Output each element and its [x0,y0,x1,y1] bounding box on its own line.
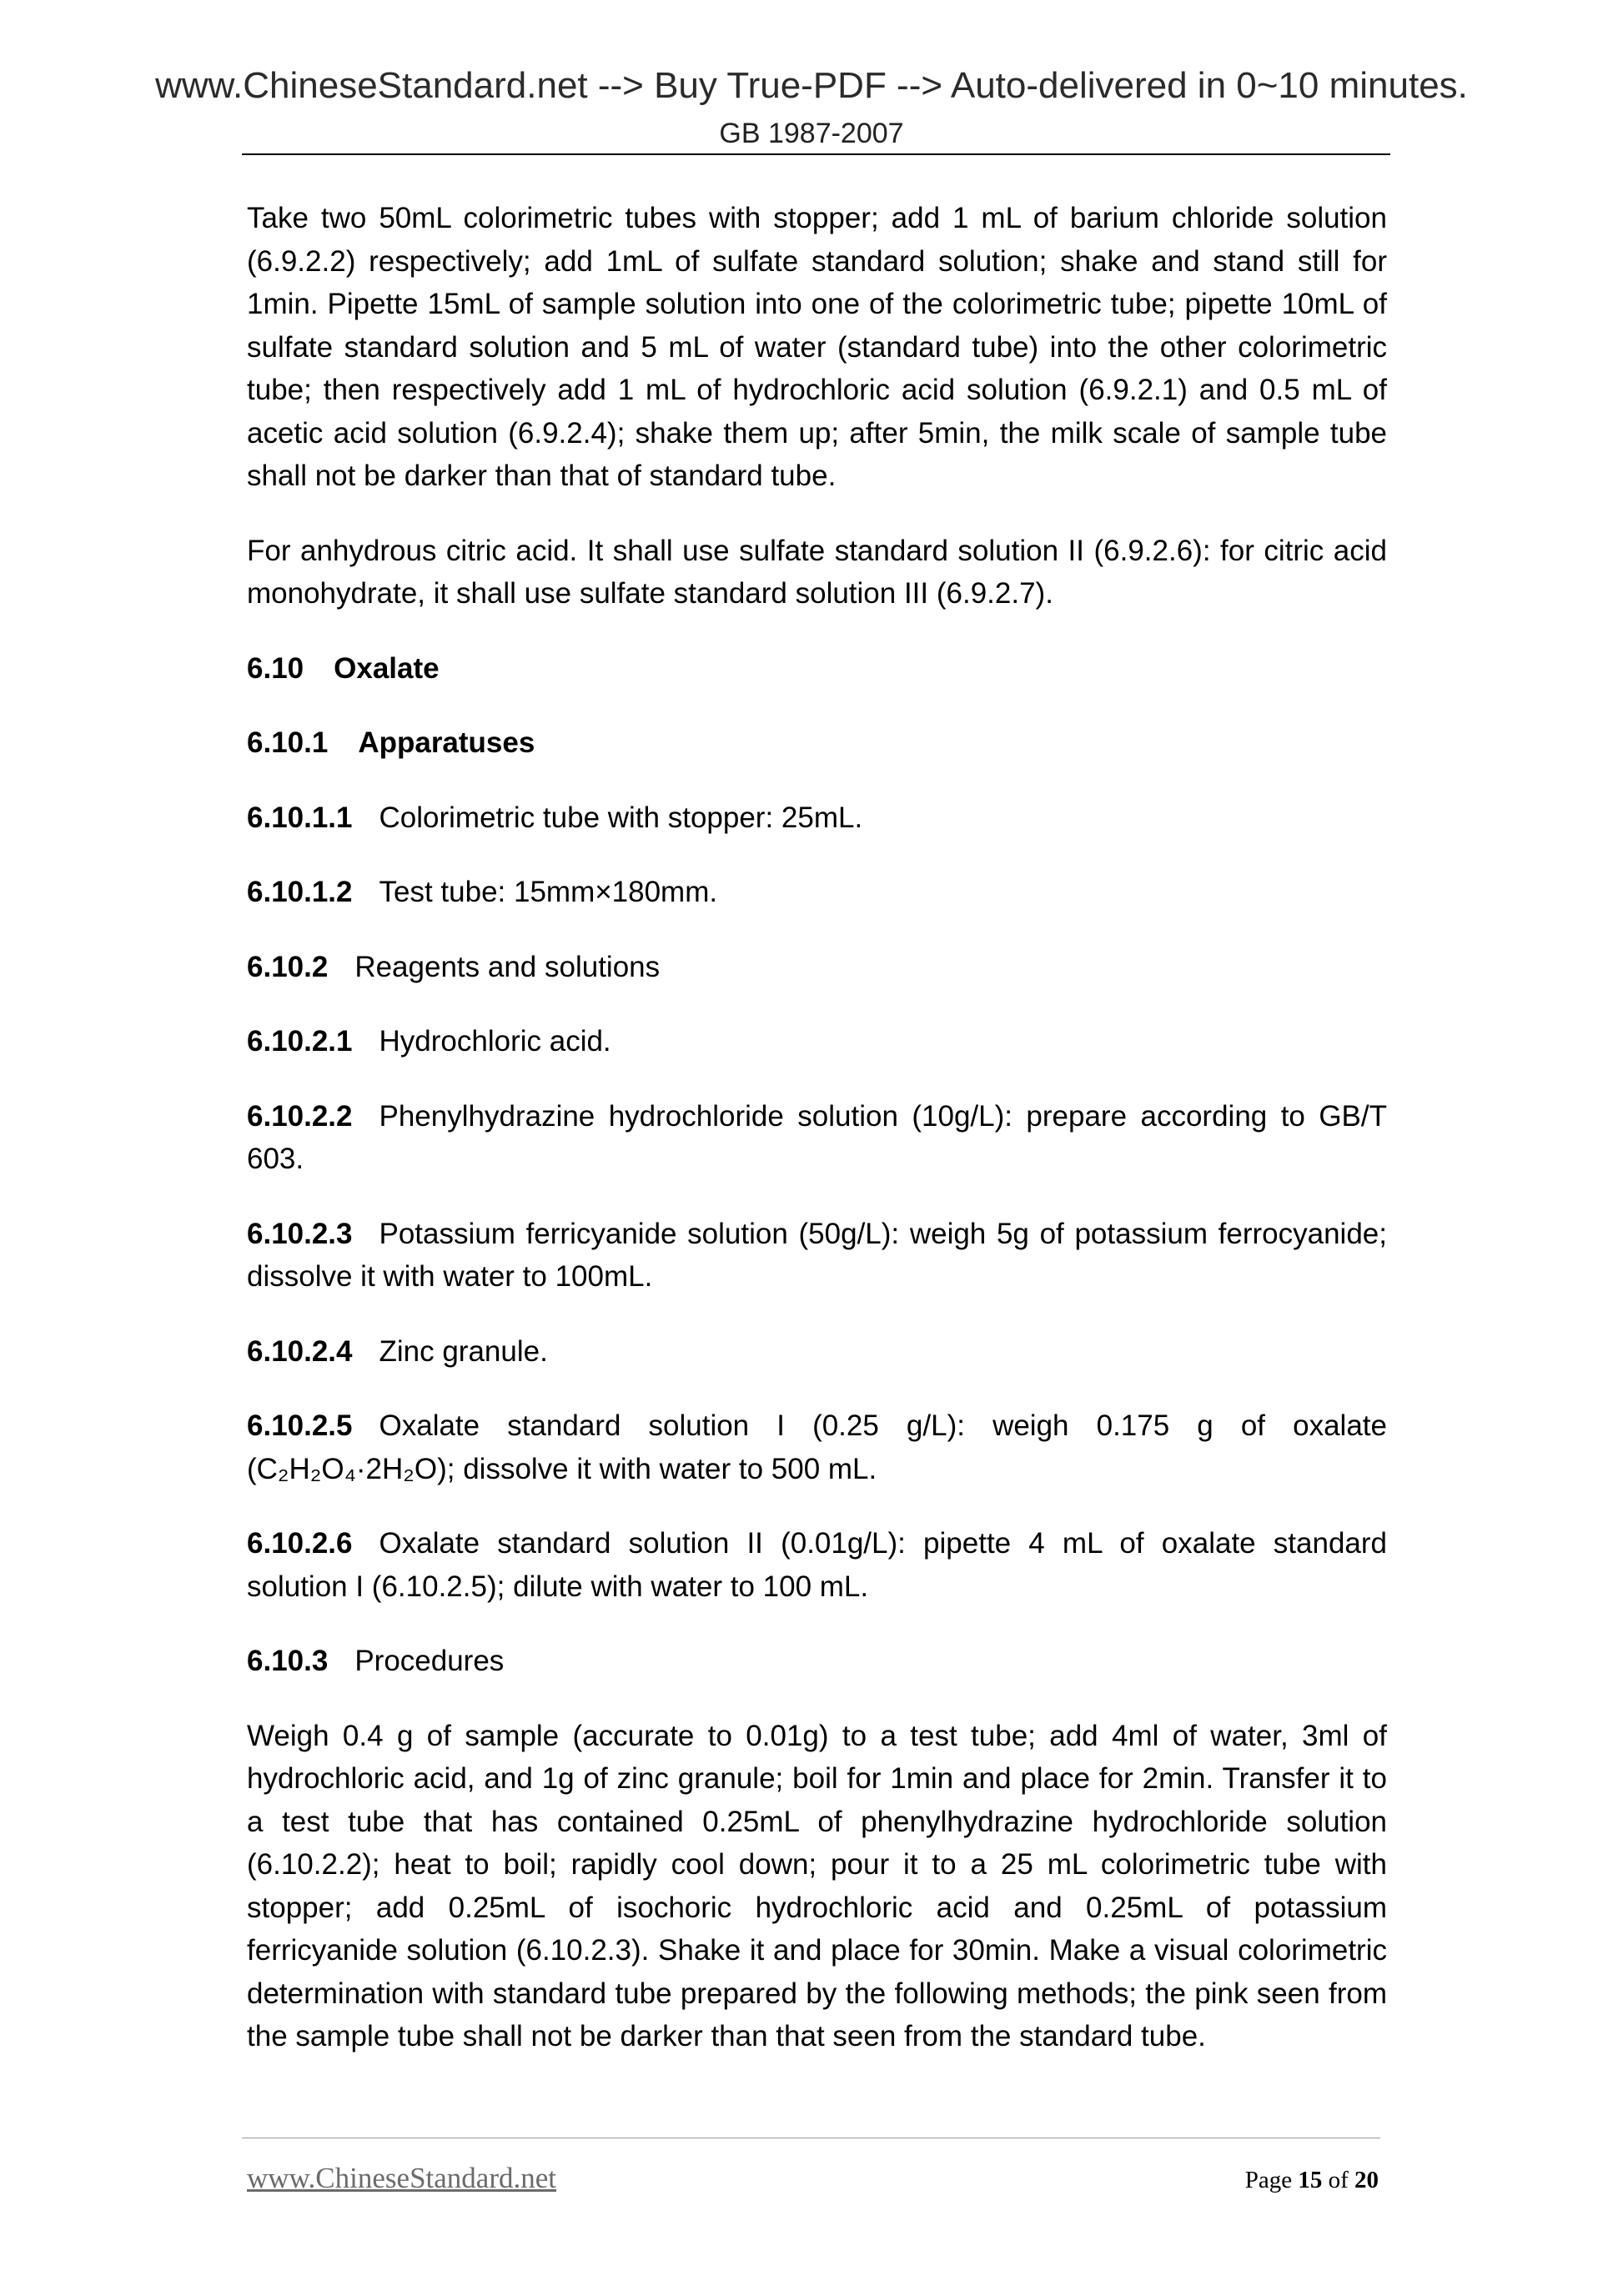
clause-text: Test tube: 15mm×180mm. [379,876,718,908]
clause-text: Zinc granule. [379,1334,548,1368]
section-number: 6.10.1 [247,726,329,759]
footer-site-link[interactable]: www.ChineseStandard.net [247,2162,556,2194]
section-heading-6-10-1 [247,721,1387,765]
clause-number: 6.10.2.5 [247,1409,353,1442]
page-of: of [1328,2167,1349,2193]
paragraph-oxalate-procedure: Weigh 0.4 g of sample (accurate to 0.01g) to a test tube; add 4ml of water, 3ml of hydrochloric acid, and 1g of zinc granule; boil for 1min and place for 2min. Transfer it to a test tube that has contained 0.25mL of phenylhydrazine hydrochloride solution (6.10.2.2); heat to boil; rapidly cool down; pour it to a 25 mL colorimetric tube with stopper; add 0.25mL of isochoric hydrochloric acid and 0.25mL of potassium ferricyanide solution (6.10.2.3). Shake it and place for 30min. Make a visual colorimetric determination with standard tube prepared by the following methods; the pink seen from the sample tube shall not be darker than that seen from the standard tube. [247,1719,1387,2052]
header-divider [242,153,1390,155]
clause-text: Phenylhydrazine hydrochloride solution (10g/L): prepare according to GB/T 603. [247,1099,1387,1175]
clause-6-10-2-1 [247,1020,1387,1063]
section-number: 6.10.3 [247,1645,329,1677]
section-title: Apparatuses [358,726,535,759]
clause-text: Colorimetric tube with stopper: 25mL. [379,801,863,834]
clause-6-10-1-2 [247,871,1387,914]
section-number: 6.10.2 [247,950,329,983]
section-title: Oxalate [334,651,440,685]
clause-number: 6.10.1.2 [247,876,353,908]
clause-number: 6.10.2.1 [247,1025,353,1058]
paragraph-sulfate-procedure: Take two 50mL colorimetric tubes with stopper; add 1 mL of barium chloride solution (6.9.2.2) respectively; add 1mL of sulfate standard solution; shake and stand still for 1min. Pipette 15mL of sample solution into one of the colorimetric tube; pipette 10mL of sulfate standard solution and 5 mL of water (standard tube) into the other colorimetric tube; then respectively add 1 mL of hydrochloric acid solution (6.9.2.1) and 0.5 mL of acetic acid solution (6.9.2.4); shake them up; after 5min, the milk scale of sample tube shall not be darker than that of standard tube. [247,202,1387,492]
clause-number: 6.10.2.2 [247,1099,353,1133]
clause-6-10-2-3 [247,1213,1387,1299]
clause-6-10-1-1 [247,796,1387,840]
clause-number: 6.10.2.4 [247,1334,353,1368]
page-indicator [1245,2163,1379,2197]
clause-6-10-2-6 [247,1522,1387,1608]
header-banner: www.ChineseStandard.net --> Buy True-PDF --> Auto-delivered in 0~10 minutes. [155,65,1468,106]
clause-text: Hydrochloric acid. [379,1025,611,1058]
section-heading-6-10 [247,647,1387,691]
paragraph-sulfate-note: For anhydrous citric acid. It shall use sulfate standard solution II (6.9.2.6): for citric acid monohydrate, it shall use sulfate standard solution III (6.9.2.7). [247,534,1387,610]
clause-6-10-2-5 [247,1404,1387,1490]
clause-number: 6.10.2.3 [247,1217,353,1250]
clause-6-10-2-4 [247,1330,1387,1374]
section-heading-6-10-2 [247,946,1387,989]
clause-number: 6.10.1.1 [247,801,353,834]
page-total: 20 [1354,2167,1379,2193]
clause-text: Oxalate standard solution I (0.25 g/L): weigh 0.175 g of oxalate (C₂H₂O₄·2H₂O); dissolve it with water to 500 mL. [247,1409,1387,1485]
section-title: Reagents and solutions [354,950,661,983]
section-heading-6-10-3 [247,1640,1387,1683]
document-body [247,197,1387,2058]
section-number: 6.10 [247,651,304,685]
clause-text: Oxalate standard solution II (0.01g/L): pipette 4 mL of oxalate standard solution I (6.10.2.5); dilute with water to 100 mL. [247,1527,1387,1603]
clause-number: 6.10.2.6 [247,1527,353,1560]
page-current: 15 [1298,2167,1323,2193]
clause-text: Potassium ferricyanide solution (50g/L): weigh 5g of potassium ferrocyanide; dissolve it with water to 100mL. [247,1217,1387,1293]
standard-code: GB 1987-2007 [719,118,904,149]
clause-6-10-2-2 [247,1095,1387,1181]
page-label: Page [1244,2167,1293,2193]
section-title: Procedures [354,1645,505,1677]
